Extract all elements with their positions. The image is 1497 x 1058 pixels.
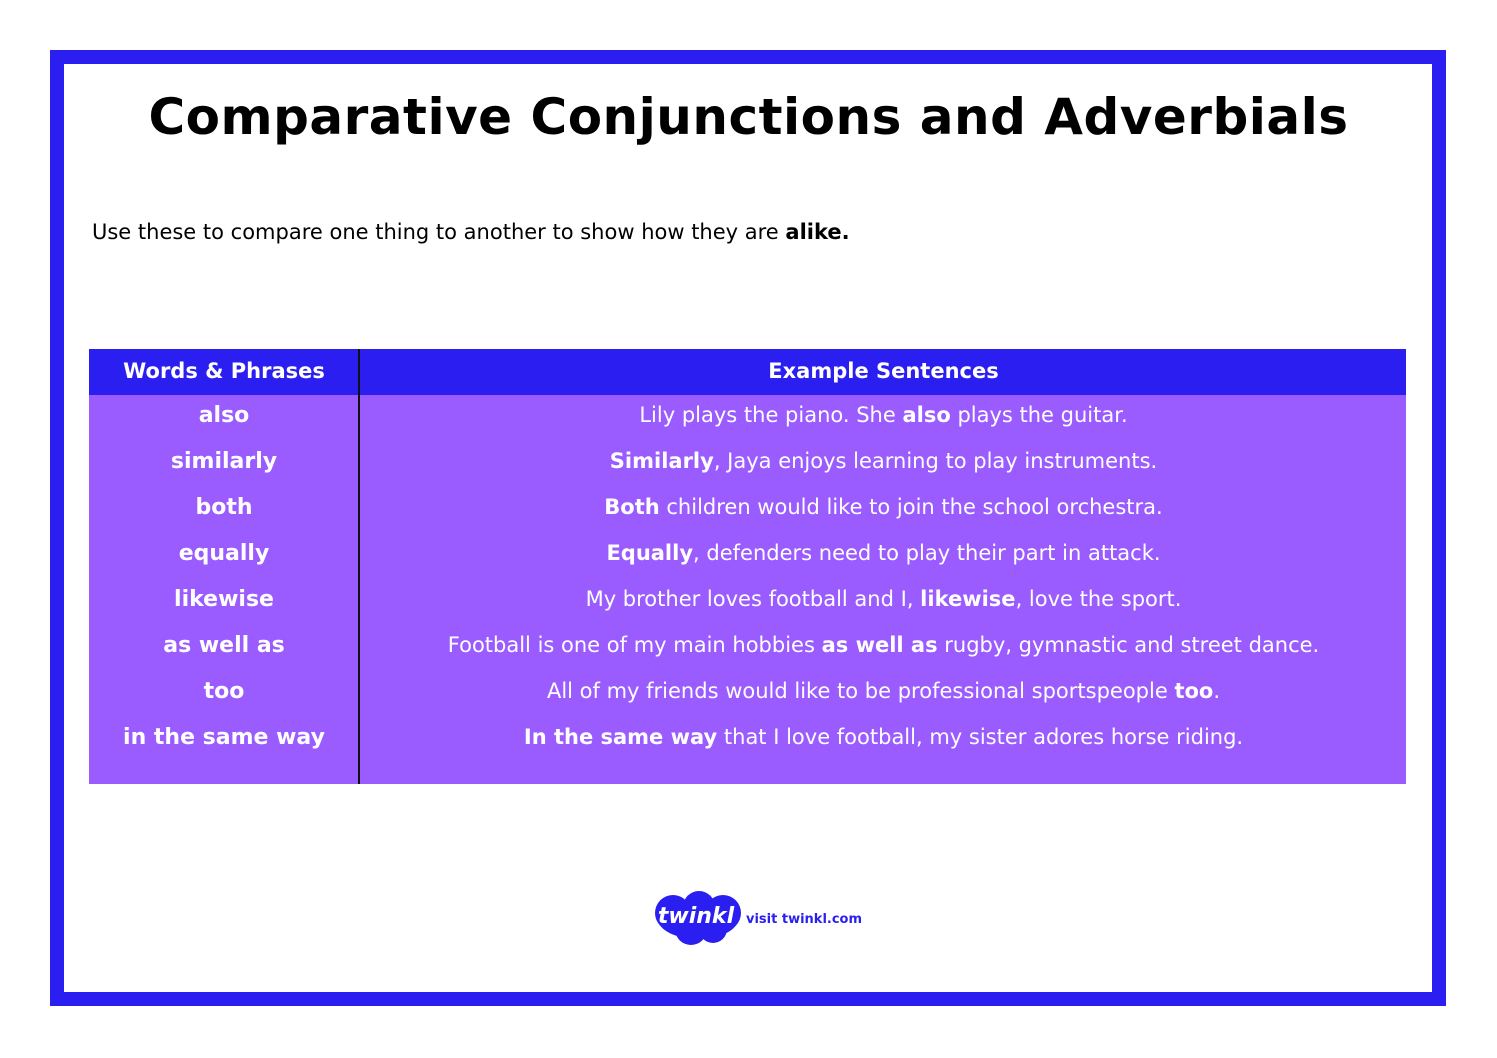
sentence-cell bbox=[361, 587, 1406, 611]
sentence-bold: also bbox=[902, 403, 951, 427]
sentence-post: , defenders need to play their part in attack. bbox=[693, 541, 1161, 565]
word-cell: too bbox=[203, 679, 245, 704]
sentence-cell bbox=[361, 449, 1406, 473]
sentence-post: plays the guitar. bbox=[950, 403, 1128, 427]
sentence-post: . bbox=[1213, 679, 1221, 703]
header-example-sentences: Example Sentences bbox=[768, 359, 999, 383]
sentence-cell bbox=[361, 633, 1406, 657]
sentence-post: rugby, gymnastic and street dance. bbox=[937, 633, 1320, 657]
word-cell: in the same way bbox=[123, 725, 325, 750]
intro-plain: Use these to compare one thing to another to show how they are bbox=[92, 220, 786, 244]
table-row bbox=[89, 495, 1406, 541]
table-row bbox=[89, 633, 1406, 679]
table-row bbox=[89, 679, 1406, 725]
table-row bbox=[89, 541, 1406, 587]
table-row bbox=[89, 449, 1406, 495]
word-cell: also bbox=[198, 403, 250, 428]
logo-text: twinkl bbox=[657, 904, 735, 929]
page-title: Comparative Conjunctions and Adverbials bbox=[148, 88, 1349, 146]
sentence-cell bbox=[361, 679, 1406, 703]
sentence-cell bbox=[361, 725, 1406, 749]
sentence-bold: Similarly bbox=[609, 449, 714, 473]
visit-link[interactable]: visit twinkl.com bbox=[746, 912, 863, 927]
intro-bold: alike. bbox=[785, 220, 850, 244]
word-cell: equally bbox=[178, 541, 270, 566]
twinkl-logo[interactable] bbox=[651, 889, 745, 947]
sentence-pre: All of my friends would like to be professional sportspeople bbox=[546, 679, 1175, 703]
sentence-cell bbox=[361, 403, 1406, 427]
table-header bbox=[89, 349, 1406, 393]
sentence-post: children would like to join the school orchestra. bbox=[659, 495, 1163, 519]
conjunctions-table bbox=[89, 349, 1406, 784]
word-cell: similarly bbox=[170, 449, 278, 474]
sentence-bold: too bbox=[1174, 679, 1214, 703]
word-cell: as well as bbox=[163, 633, 285, 658]
table-row bbox=[89, 725, 1406, 771]
sentence-post: , love the sport. bbox=[1015, 587, 1182, 611]
word-cell: likewise bbox=[174, 587, 274, 612]
sentence-bold: Equally bbox=[606, 541, 694, 565]
sentence-bold: Both bbox=[604, 495, 660, 519]
sentence-bold: In the same way bbox=[523, 725, 718, 749]
table-row bbox=[89, 587, 1406, 633]
word-cell: both bbox=[195, 495, 253, 520]
sentence-post: that I love football, my sister adores horse riding. bbox=[717, 725, 1244, 749]
intro-text bbox=[92, 220, 850, 244]
sentence-post: , Jaya enjoys learning to play instruments. bbox=[713, 449, 1158, 473]
sentence-pre: My brother loves football and I, bbox=[585, 587, 921, 611]
sentence-bold: likewise bbox=[920, 587, 1016, 611]
header-words-phrases: Words & Phrases bbox=[123, 359, 325, 383]
sentence-pre: Football is one of my main hobbies bbox=[447, 633, 822, 657]
table-row bbox=[89, 403, 1406, 449]
sentence-cell bbox=[361, 495, 1406, 519]
sentence-cell bbox=[361, 541, 1406, 565]
header-divider bbox=[89, 393, 1406, 395]
sentence-bold: as well as bbox=[821, 633, 938, 657]
sentence-pre: Lily plays the piano. She bbox=[639, 403, 903, 427]
